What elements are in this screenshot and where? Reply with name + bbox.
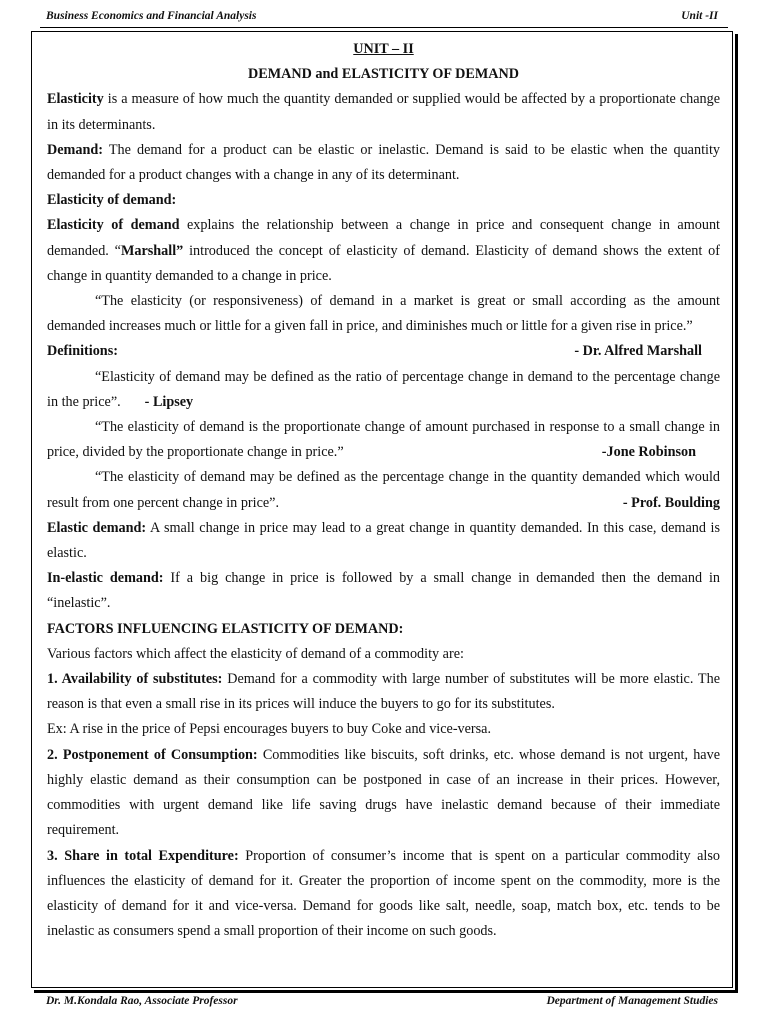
- boulding-quote-text: “The elasticity of demand may be defined as the percentage change in the quantity demanded which would result from one percent change in price”.: [47, 469, 720, 511]
- factor-2-paragraph: [47, 743, 720, 844]
- lipsey-attribution: - Lipsey: [144, 393, 194, 410]
- lipsey-quote: [47, 365, 720, 415]
- factor-2-term: 2. Postponement of Consumption:: [47, 746, 258, 763]
- page-header: [46, 10, 718, 22]
- elasticity-text: is a measure of how much the quantity demanded or supplied would be affected by a proportionate change in its determinants.: [47, 91, 720, 133]
- eod-text-2: introduced the concept of elasticity of demand. Elasticity of demand shows the extent of change in quantity demanded to a change in price.: [47, 242, 720, 284]
- lipsey-quote-text: “Elasticity of demand may be defined as the ratio of percentage change in demand to the percentage change in the price”.: [47, 368, 720, 410]
- boulding-quote: [47, 465, 720, 515]
- factor-1-text: Demand for a commodity with large number of substitutes will be more elastic. The reason is that even a small rise in its prices will induce the buyers to go for its substitutes.: [47, 671, 720, 713]
- footer-department: Department of Management Studies: [546, 995, 718, 1007]
- footer-author: Dr. M.Kondala Rao, Associate Professor: [46, 995, 238, 1007]
- definitions-heading: Definitions:: [47, 343, 118, 360]
- marshall-attribution: - Dr. Alfred Marshall: [574, 343, 702, 360]
- demand-paragraph: [47, 138, 720, 188]
- inelastic-demand-text: If a big change in price is followed by a small change in demanded then the demand in “inelastic”.: [47, 570, 720, 612]
- elastic-demand-text: A small change in price may lead to a great change in quantity demanded. In this case, demand is elastic.: [47, 519, 720, 562]
- elasticity-paragraph: [47, 87, 720, 137]
- eod-marshall: Marshall”: [120, 242, 184, 259]
- factor-2-text: Commodities like biscuits, soft drinks, etc. whose demand is not urgent, have highly elastic demand as their consumption can be postponed in case of an increase in their prices. However, commodities with urgent demand like life saving drugs have inelastic demand because of their immediate requirement.: [47, 746, 720, 839]
- factor-3-term: 3. Share in total Expenditure:: [47, 847, 239, 864]
- header-unit: Unit -II: [681, 10, 718, 22]
- robinson-quote-text: “The elasticity of demand is the proportionate change of amount purchased in response to a small change in price, divided by the proportionate change in price.”: [47, 419, 720, 461]
- unit-title: UNIT – II: [353, 41, 414, 57]
- header-rule: [40, 27, 728, 28]
- factors-intro: Various factors which affect the elasticity of demand of a commodity are:: [47, 645, 464, 662]
- elastic-demand-paragraph: [47, 516, 720, 566]
- marshall-quote-text: “The elasticity (or responsiveness) of demand in a market is great or small according as the amount demanded increases much or little for a given fall in price, and diminishes much or little for a given rise in price.”: [47, 293, 720, 335]
- elasticity-term: Elasticity: [47, 91, 104, 108]
- page-footer: [46, 995, 718, 1007]
- boulding-attribution: - Prof. Boulding: [622, 494, 720, 511]
- chapter-title: DEMAND and ELASTICITY OF DEMAND: [248, 66, 519, 83]
- elastic-demand-term: Elastic demand:: [47, 519, 147, 536]
- factor-1-paragraph: [47, 667, 720, 717]
- factor-3-text: Proportion of consumer’s income that is spent on a particular commodity also influences the elasticity of demand for it. Greater the proportion of income spent on the commodity, more is the elasticity of demand for it and vice-versa. Demand for goods like salt, needle, soap, match box, etc. tends to be inelastic as consumers spend a small proportion of their income on such goods.: [47, 847, 720, 940]
- eod-heading: Elasticity of demand:: [47, 192, 177, 209]
- robinson-attribution: -Jone Robinson: [601, 444, 696, 461]
- eod-term: Elasticity of demand: [47, 217, 180, 234]
- demand-text: The demand for a product can be elastic or inelastic. Demand is said to be elastic when the quantity demanded for a product changes with a change in any of its determinant.: [47, 141, 720, 184]
- eod-paragraph: [47, 213, 720, 289]
- header-course-title: Business Economics and Financial Analysis: [46, 10, 257, 22]
- factor-1-example: Ex: A rise in the price of Pepsi encourages buyers to buy Coke and vice-versa.: [47, 721, 492, 738]
- demand-term: Demand:: [47, 141, 103, 158]
- factor-3-paragraph: [47, 844, 720, 945]
- inelastic-demand-term: In-elastic demand:: [47, 570, 164, 587]
- inelastic-demand-paragraph: [47, 566, 720, 616]
- page-frame: [31, 31, 733, 988]
- robinson-quote: [47, 415, 720, 465]
- eod-text-1: explains the relationship between a change in price and consequent change in amount demanded. “: [47, 217, 720, 259]
- factors-heading: FACTORS INFLUENCING ELASTICITY OF DEMAND:: [47, 620, 404, 637]
- factor-1-term: 1. Availability of substitutes:: [47, 671, 223, 688]
- page-content: [47, 37, 720, 944]
